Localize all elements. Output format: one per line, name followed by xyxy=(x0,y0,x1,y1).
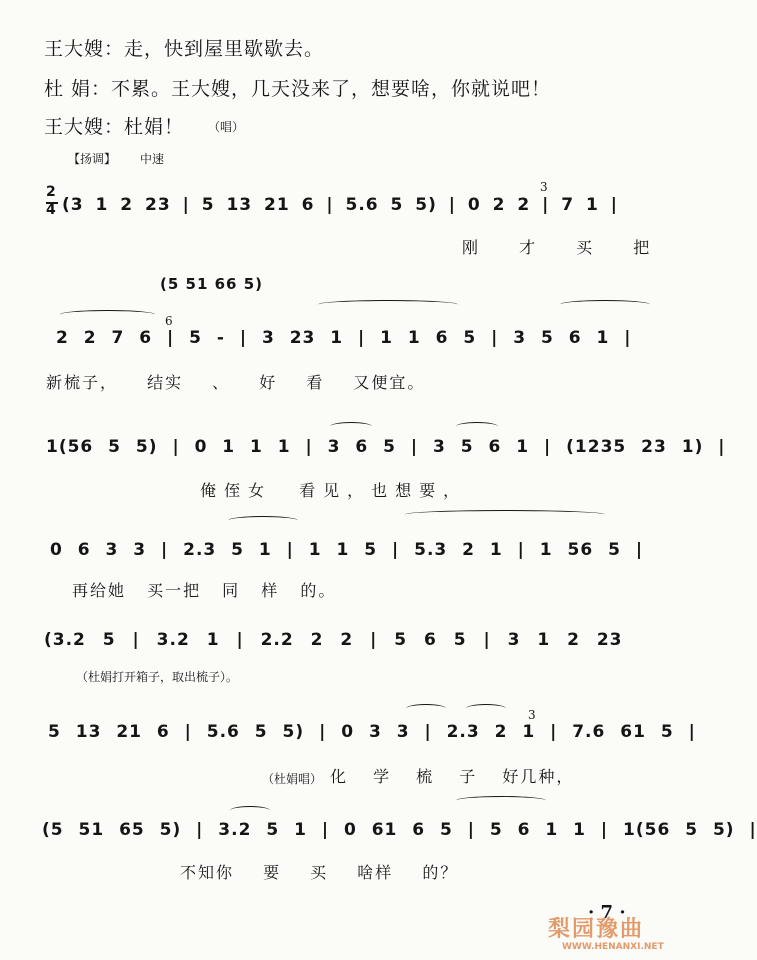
slur-row-7b xyxy=(456,796,546,805)
page-number: · 7 · xyxy=(588,902,626,923)
grace-note-2: 6 xyxy=(165,314,173,328)
lyric-row-1: 刚 才 买 把 xyxy=(462,238,668,257)
slur-row-7a xyxy=(230,806,270,815)
slur-row-2c xyxy=(560,300,650,309)
upper-notes: (5 51 66 5) xyxy=(160,275,263,293)
notation-row-4: 0 6 3 3 | 2.3 5 1 | 1 1 5 | 5.3 2 1 | 1 56 5 | xyxy=(50,540,644,560)
time-sig-top: 2 xyxy=(46,184,57,200)
lyric-row-3: 俺侄女 看见，也想要， xyxy=(200,481,468,500)
dialogue-line-3: 王大嫂：杜娟！ xyxy=(44,116,185,138)
grace-note-3: 3 xyxy=(528,708,536,722)
slur-row-3b xyxy=(456,422,498,431)
slur-row-6a xyxy=(406,704,446,713)
slur-row-2a xyxy=(60,310,155,319)
slur-row-3a xyxy=(330,422,372,431)
notation-row-2: 2 2 7 6 | 5 - | 3 23 1 | 1 1 6 5 | 3 5 6 1 | xyxy=(56,328,632,348)
notation-row-1: (3 1 2 23 | 5 13 21 6 | 5.6 5 5) | 0 2 2 | 7 1 | xyxy=(62,195,618,215)
slur-row-4a xyxy=(228,516,298,525)
tune-name: 【扬调】 xyxy=(68,152,117,166)
lyric-row-4: 再给她 买一把 同 样 的。 xyxy=(72,581,337,600)
notation-row-5: (3.2 5 | 3.2 1 | 2.2 2 2 | 5 6 5 | 3 1 2 23 xyxy=(44,630,623,650)
dialogue-line-2: 杜 娟：不累。王大嫂，几天没来了，想要啥，你就说吧！ xyxy=(44,78,552,100)
lyric-row-2: 新梳子， 结实 、 好 看 又便宜。 xyxy=(46,373,426,392)
tempo-speed: 中速 xyxy=(140,152,165,166)
time-sig-bottom: 4 xyxy=(46,202,57,218)
slur-row-4b xyxy=(405,510,605,519)
grace-note-1: 3 xyxy=(540,180,548,194)
sing-mark: （唱） xyxy=(208,120,245,134)
watermark-brand: 梨园豫曲 xyxy=(548,917,645,942)
notation-row-7: (5 51 65 5) | 3.2 5 1 | 0 61 6 5 | 5 6 1 1 | 1(56 5 5) | xyxy=(42,820,757,840)
dialogue-line-1: 王大嫂：走，快到屋里歇歇去。 xyxy=(44,38,325,60)
watermark-url: WWW.HENANXI.NET xyxy=(562,942,664,952)
notation-row-3: 1(56 5 5) | 0 1 1 1 | 3 6 5 | 3 5 6 1 | (1235 23 1) | xyxy=(46,437,726,457)
notation-row-6: 5 13 21 6 | 5.6 5 5) | 0 3 3 | 2.3 2 1 | 7.6 61 5 | xyxy=(48,722,696,742)
lyric-row-7: 不知你 要 买 啥样 的？ xyxy=(180,863,459,882)
slur-row-2b xyxy=(318,300,458,309)
lyric-row-6: 化 学 梳 子 好几种， xyxy=(330,767,575,786)
singer-mark: （杜娟唱） xyxy=(262,772,323,786)
slur-row-6b xyxy=(466,704,506,713)
stage-direction: （杜娟打开箱子，取出梳子）。 xyxy=(76,670,239,684)
